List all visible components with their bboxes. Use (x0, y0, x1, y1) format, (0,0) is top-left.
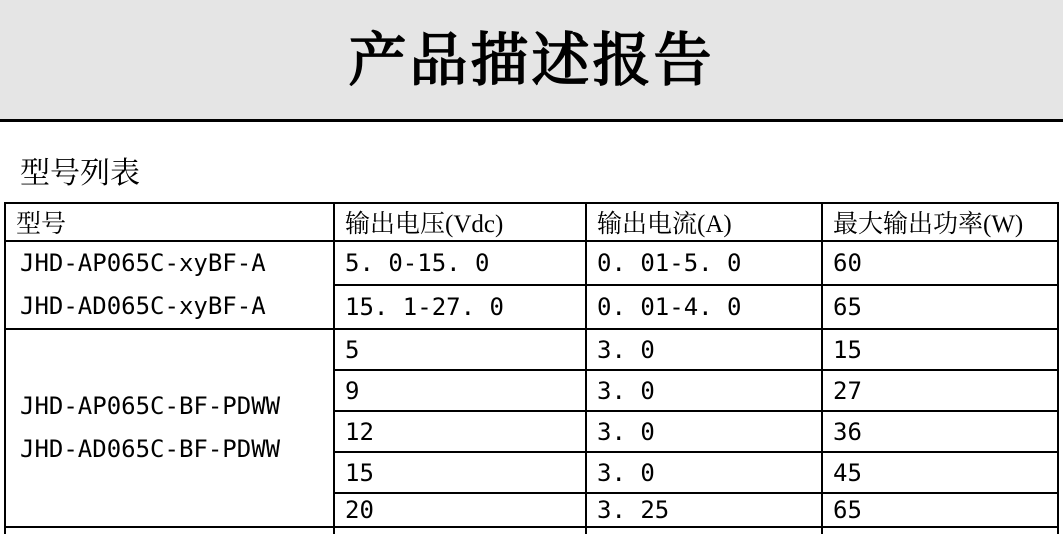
power-cell: 60 (822, 241, 1058, 285)
current-cell: 3. 0 (586, 411, 822, 452)
table-row (5, 241, 1058, 285)
current-cell: 3. 0 (586, 329, 822, 370)
power-cell: 65 (822, 285, 1058, 329)
table-row-partial (5, 527, 1058, 534)
column-header-current: 输出电流(A) (586, 203, 822, 241)
table-row (5, 329, 1058, 370)
power-cell: 15 (822, 329, 1058, 370)
empty-cell (822, 527, 1058, 534)
model-cell-group-2 (5, 329, 334, 527)
current-cell: 3. 25 (586, 493, 822, 527)
empty-cell (334, 527, 586, 534)
model-name: JHD-AP065C-xyBF-A (20, 249, 266, 277)
current-cell: 3. 0 (586, 452, 822, 493)
power-cell: 65 (822, 493, 1058, 527)
voltage-cell: 20 (334, 493, 586, 527)
power-cell: 45 (822, 452, 1058, 493)
report-title-band (0, 0, 1063, 122)
current-cell: 3. 0 (586, 370, 822, 411)
voltage-cell: 9 (334, 370, 586, 411)
voltage-cell: 5 (334, 329, 586, 370)
empty-cell (5, 527, 334, 534)
voltage-cell: 15. 1-27. 0 (334, 285, 586, 329)
voltage-cell: 12 (334, 411, 586, 452)
power-cell: 36 (822, 411, 1058, 452)
report-title: 产品描述报告 (348, 27, 715, 93)
model-list-table (4, 202, 1059, 534)
model-name: JHD-AP065C-BF-PDWW (20, 392, 281, 420)
power-cell: 27 (822, 370, 1058, 411)
voltage-cell: 5. 0-15. 0 (334, 241, 586, 285)
empty-cell (586, 527, 822, 534)
column-header-voltage: 输出电压(Vdc) (334, 203, 586, 241)
voltage-cell: 15 (334, 452, 586, 493)
current-cell: 0. 01-5. 0 (586, 241, 822, 285)
current-cell: 0. 01-4. 0 (586, 285, 822, 329)
model-cell-group-1 (5, 241, 334, 329)
column-header-power: 最大输出功率(W) (822, 203, 1058, 241)
section-heading-model-list: 型号列表 (20, 157, 140, 190)
model-name: JHD-AD065C-xyBF-A (20, 292, 266, 320)
table-header-row (5, 203, 1058, 241)
column-header-model: 型号 (5, 203, 334, 241)
model-name: JHD-AD065C-BF-PDWW (20, 435, 281, 463)
